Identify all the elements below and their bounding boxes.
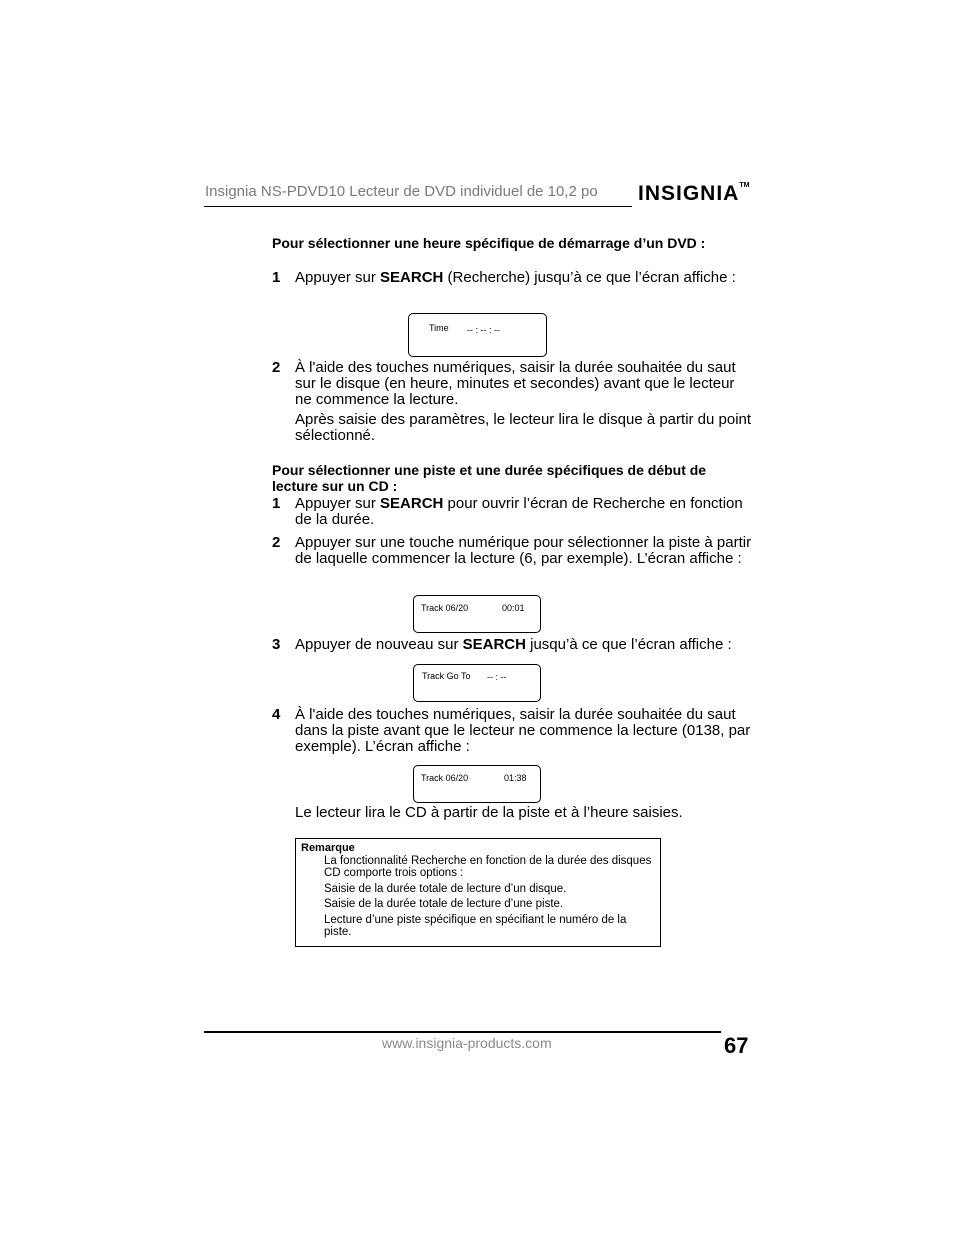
- search-keyword: SEARCH: [380, 269, 444, 286]
- note-item: Saisie de la durée totale de lecture d’un disque.: [324, 883, 567, 895]
- screen-label: Track 06/20: [421, 773, 469, 783]
- search-keyword: SEARCH: [380, 495, 444, 512]
- step-number: 2: [272, 359, 281, 376]
- step-text: Appuyer sur une touche numérique pour sélectionner la piste à partir de laquelle commencer la lecture (6, par exemple). L’écran affiche :: [295, 534, 752, 567]
- step-number: 3: [272, 636, 281, 653]
- screen-display-track-goto: [413, 664, 541, 702]
- screen-label: Track 06/20: [421, 603, 469, 613]
- screen-display-time: [408, 313, 547, 357]
- logo-trademark: TM: [739, 182, 750, 189]
- header-title: Insignia NS-PDVD10 Lecteur de DVD individuel de 10,2 po: [205, 183, 598, 200]
- note-item: La fonctionnalité Recherche en fonction de la durée des disques CD comporte trois options :: [324, 855, 652, 879]
- cd-after-text: Le lecteur lira le CD à partir de la piste et à l’heure saisies.: [295, 804, 683, 821]
- page-number: 67: [724, 1033, 749, 1058]
- dvd-after-text: Après saisie des paramètres, le lecteur lira le disque à partir du point sélectionné.: [295, 411, 752, 444]
- screen-value: -- : --: [487, 672, 507, 682]
- header-divider: [204, 206, 632, 207]
- search-keyword: SEARCH: [462, 636, 526, 653]
- footer-url: www.insignia-products.com: [382, 1035, 552, 1051]
- screen-value: -- : -- : --: [467, 325, 500, 335]
- cd-step-1: [272, 496, 752, 528]
- cd-step-2: [272, 535, 752, 567]
- screen-value: 00:01: [502, 603, 525, 613]
- cd-step-4: [272, 707, 752, 755]
- note-item: Lecture d’une piste spécifique en spécifiant le numéro de la piste.: [324, 914, 627, 938]
- cd-step-3: [272, 637, 752, 653]
- dvd-step-1: [272, 270, 752, 286]
- footer-divider: [204, 1031, 721, 1033]
- step-text: Appuyer sur SEARCH (Recherche) jusqu’à ce que l’écran affiche :: [295, 269, 736, 286]
- step-text: Appuyer de nouveau sur SEARCH jusqu’à ce que l’écran affiche :: [295, 636, 732, 653]
- dvd-step-2: [272, 360, 752, 408]
- step-text: À l'aide des touches numériques, saisir la durée souhaitée du saut sur le disque (en heure, minutes et secondes) avant que le lecteur ne commence la lecture.: [295, 359, 736, 408]
- logo-text: INSIGNIA: [638, 182, 740, 205]
- screen-display-track-time: [413, 765, 541, 803]
- step-text: Appuyer sur SEARCH pour ouvrir l’écran de Recherche en fonction de la durée.: [295, 495, 743, 528]
- note-box: [295, 838, 661, 947]
- note-item: Saisie de la durée totale de lecture d’une piste.: [324, 898, 564, 910]
- screen-label: Track Go To: [422, 671, 471, 681]
- screen-display-track: [413, 595, 541, 633]
- section-heading-cd: Pour sélectionner une piste et une durée spécifiques de début de lecture sur un CD :: [272, 462, 707, 494]
- screen-value: 01:38: [504, 773, 527, 783]
- step-text: À l'aide des touches numériques, saisir la durée souhaitée du saut dans la piste avant que le lecteur ne commence la lecture (0138, par exemple). L’écran affiche :: [295, 706, 751, 755]
- step-number: 1: [272, 495, 281, 512]
- step-number: 4: [272, 706, 281, 723]
- note-title: Remarque: [301, 842, 355, 854]
- section-heading-dvd: Pour sélectionner une heure spécifique de démarrage d’un DVD :: [272, 235, 706, 251]
- insignia-logo: [638, 182, 749, 206]
- screen-label: Time: [429, 323, 449, 333]
- step-number: 1: [272, 269, 281, 286]
- step-number: 2: [272, 534, 281, 551]
